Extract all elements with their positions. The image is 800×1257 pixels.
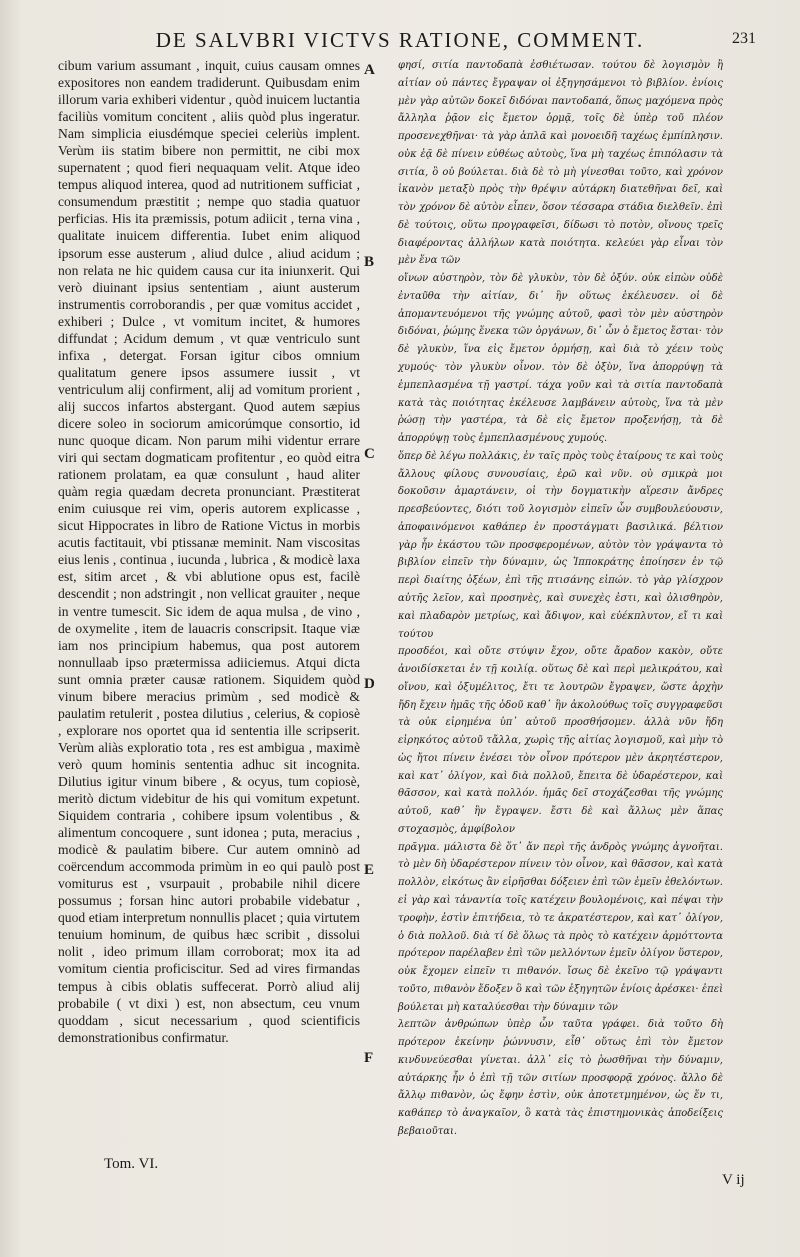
greek-section-c: ὅπερ δὲ λέγω πολλάκις, ἐν ταῖς πρὸς τοὺς ἑταίρους τε καὶ τοὺς ἄλλους φίλους συνουσίαις, ἐρῶ καὶ νῦν. οὐ σμικρὰ μοι δοκοῦσιν ἁμαρτάνειν, οἱ τὴν δογματικὴν αἵρεσιν ἄνδρες πρεσβεύοντες, διότι τοῦ λογισμὸν εἰπεῖν ὧν συμβουλεύουσιν, ἀποφαινόμενοι καθάπερ ἐν προστάγματι βασιλικά. βέλτιον γὰρ ἦν ἑκάστου τῶν προσφερομένων, αὐτὸν τὸν γράψαντα τὸ βιβλίον εἰπεῖν τὴν δύναμιν, ὡς Ἱπποκράτης ἐποίησεν ἐν τῷ περὶ διαίτης ὀξέων, ἐπὶ τῆς πτισάνης εἰπών. τὸ γὰρ γλίσχρον αὐτῆς λεῖον, καὶ προσηνὲς, καὶ συνεχὲς ἐστι, καὶ ὀλισθηρὸν, καὶ πλαδαρὸν μετρίως, καὶ ἄδιψον, καὶ εὐέκπλυτον, εἴ τι καὶ τούτου xyxy=(398,450,723,640)
page-number: 231 xyxy=(732,30,756,47)
greek-section-b: οἴνων αὐστηρὸν, τὸν δὲ γλυκὺν, τὸν δὲ ὀξύν. οὐκ εἰπὼν οὐδὲ ἐνταῦθα τὴν αἰτίαν, δι᾽ ἣν οὕτως ἐκέλευσεν. οἱ δὲ ἀπομαντευόμενοι τῆς γνώμης αὐτοῦ, φασὶ τὸν μὲν αὐστηρὸν διδόναι, ῥώμης ἕνεκα τῶν ὀργάνων, δι᾽ ὧν ὁ ἔμετος ἔσται· τὸν δὲ γλυκὺν, ἵνα εἰς ἔμετον ὁρμήσῃ, καὶ διὰ τὸ χέειν τοὺς χυμούς· τὸν γλυκὺν οἶνον. τὸν δὲ ὀξὺν, ἵνα ἀπορρύψῃ τὰ ἐμπεπλασμένα τῇ γαστρί. τάχα γοῦν καὶ τὰ σιτία παντοδαπὰ κατὰ τὰς ποιότητας ἐκέλευσε λαμβάνειν αὐτοὺς, ἵνα τὰ μὲν ῥώσῃ τὴν γαστέρα, τὰ δὲ εἰς ἔμετον προξενήσῃ, τὰ δὲ ἀπορρύψῃ τοὺς ἐμπεπλασμένους χυμούς. xyxy=(398,273,723,445)
margin-marker-e: E xyxy=(364,862,375,878)
margin-marker-c: C xyxy=(364,446,375,462)
latin-text: cibum varium assumant , inquit, cuius causam omnes expositores non eandem tradiderunt. Quibusdam enim illorum varia exhiberi videntur , quòd inuicem luctantia faciliùs vomitum concitent , aliis quòd plus ingeratur. Nam simplicia eiusdémque speciei celeriùs implent. Verùm iis statim bibere non permittit, ne cibi mox supernatent ; quod fieri nequaquam velit. Atque ideo tempus aliquod interea, quod ad nutritionem sufficiat , consumendum præstitit ; nempe quo stadia quatuor perficias. His ita præmissis, potum adiicit , terna vina , qualitate inuicem differentia. Iubet enim aliquod ipsorum esse austerum , aliud dulce , aliud acidum ; non relata ne hic quidem causa cur ita iniunxerit. Qui verò diuinant ipsius sententiam , aiunt austerum instrumentis corroborandis , per quæ vomitus accidet , exhiberi ; Dulce , vt vomitum incitet, & humores diffundat ; Acidum demum , vt quæ ventriculo sunt infixa , detergat. Forsan igitur cibos omnium qualitatum genere ipsos assumere iussit , vt ventriculum alij confirment, alij ad vomitum prorient , alij succos infartos abstergant. Quod autem sæpius dicere soleo in sociorum amicorúmque consortio, id nunc quoque dicam. Non parum mihi videntur errare viri qui sectam dogmaticam profitentur , eo quòd eitra rationem prolatam, ea quæ consulunt , haud aliter quàm regia quædam decreta pronunciant. Præstiterat enim cuiusque rei vim, operis autorem explicasse , sicut Hippocrates in libro de Ratione Victus in morbis acutis factitauit, vbi ptissanæ meminit. Nam viscositas eius lenis , continua , iucunda , lubrica , & modicè laxa est, sitim arcet , & vbi ablutione opus est, facilè descendit ; non adstringit , non vellicat grauiter , neque in ventre tumescit. Sic idem de aqua mulsa , de vino , de oxymelite , item de lauacris conscripsit. Itaque viæ iam nos principium habemus, qua post autorem nonnullaab ipso prætermissa adiiciemus. Atqui dicta sunt omnia præter causæ rationem. Siquidem quòd vinum bibere meracius primùm , sed modicè & paulatim retulerit , postea dilutius , celerius, & copiosè , explorare nos oportet qua id sententia ille scripserit. Verùm aliàs exploratio tota , res est ambigua , maximè verò quum hominis sententia adhuc sit incognita. Dilutius igitur vinum bibere , & ocyus, tum copiosè, meritò dictum videbitur de his qui vomitum expetunt. Siquidem contraria , cohibere ipsum volentibus , & alimentum concoquere , sunt idonea ; puta, meracius , modicè & paulatim bibere. Cur autem omninò ad coërcendum accommoda primùm in eo qui paulò post vomiturus est , vsurpauit , probabile nihil dicere possumus ; forsan hinc autori probabile videbatur , quod etiam interpretum nonnullis placet ; quia virtutem tenuium hominum, de quibus hæc scribit , dissolui nolit , ideo primum illam corroborat; mox ita ad vomitum cientia proficiscitur. Sed ad vires firmandas tempus à cibis oblatis suffecerat. Porrò aliud alij probabile ( vt dixi ) est, non absectum, ceu vnum quoddam , sicut necessarium , quod scientificis demonstrationibus confirmatur. xyxy=(58,58,360,1045)
greek-section-f: λεπτῶν ἀνθρώπων ὑπὲρ ὧν ταῦτα γράφει. διὰ τοῦτο δὴ πρότερον ἐκείνην ῥώννυσιν, εἶθ᾽ οὕτως ἐπὶ τὸν ἔμετον κινδυνεύεσθαι γίνεται. ἀλλ᾽ εἰς τὸ ῥωσθῆναι τὴν δύναμιν, αὐτάρκης ἦν ὁ ἐπὶ τῇ τῶν σιτίων προσφορᾷ χρόνος. ἄλλο δὲ ἄλλῳ πιθανὸν, ὡς ἔφην ἐστὶν, οὐκ ἀποτετμημένον, ὡς ἕν τι, καθάπερ τὸ ἀναγκαῖον, ὃ κατὰ τὰς ἐπιστημονικὰς ἀποδείξεις βεβαιοῦται. xyxy=(398,1019,723,1137)
greek-column xyxy=(398,57,723,1141)
margin-marker-a: A xyxy=(364,62,375,78)
greek-section-a: φησί, σιτία παντοδαπὰ ἐσθιέτωσαν. τούτου δὲ λογισμὸν ἢ αἰτίαν οὐ πάντες ἔγραψαν οἱ ἐξηγησάμενοι τὸ βιβλίον. ἐνίοις μὲν γὰρ αὐτῶν δοκεῖ διδόναι παντοδαπά, ὅπως μαχόμενα πρὸς ἄλληλα ῥᾷον εἰς ἔμετον ὁρμᾷ, τοῖς δὲ ὑπὲρ τοῦ πλέον προσενεχθῆναι· τὰ γὰρ ἁπλᾶ καὶ μονοειδῆ ταχέως ἐμπίπλησιν. οὐκ ἐᾷ δὲ πίνειν εὐθέως αὐτοὺς, ἵνα μὴ ταχέως ἐπιπόλασιν τὰ σιτία, ὃ οὐ βούλεται. διὰ δὲ τὸ μὴ γίνεσθαι τοῦτο, καὶ χρόνον ἱκανὸν μεταξὺ πρὸς τὴν θρέψιν αὐτάρκη διατεθῆναι δεῖ, καὶ τὸν χρόνον δὲ αὐτὸν εἶπεν, ὅσον τέσσαρα στάδια διελθεῖν. ἐπὶ δὲ τούτοις, οὕτω προγραφεῖσι, δίδωσι τὸ ποτὸν, οἴνους τρεῖς διαφέροντας ἀλλήλων κατὰ ποιότητα. κελεύει γὰρ εἶναι τὸν μὲν ἕνα τῶν xyxy=(398,60,723,267)
latin-column xyxy=(58,57,360,1046)
margin-marker-b: B xyxy=(364,254,375,270)
margin-marker-f: F xyxy=(364,1050,374,1066)
margin-marker-d: D xyxy=(364,676,375,692)
volume-label: Tom. VI. xyxy=(104,1156,159,1172)
greek-section-e: πρᾶγμα. μάλιστα δὲ ὅτ᾽ ἄν περὶ τῆς ἀνδρὸς γνώμης ἀγνοῆται. τὸ μὲν δὴ ὑδαρέστερον πίνειν τὸν οἶνον, καὶ θᾶσσον, καὶ κατὰ πολλὸν, εἰκότως ἂν εἰρῆσθαι δόξειεν ἐπὶ τῶν ἐμεῖν ἐθελόντων. εἰ γὰρ καὶ τἀναντία τοῖς κατέχειν βουλομένοις, καὶ πέψαι τὴν τροφὴν, ἐστὶν ἐπιτήδεια, τὸ τε ἀκρατέστερον, καὶ κατ᾽ ὀλίγον, ὁ διὰ πολλοῦ. διὰ τί δὲ ὅλως τὰ πρὸς τὸ κατέχειν ἁρμόττοντα πρότερον παρέλαβεν ἐπὶ τῶν μελλόντων ἐμεῖν ὀλίγον ὕστερον, οὐκ ἔχομεν εἰπεῖν τι πιθανόν. ἴσως δὲ ἐκεῖνο τῷ γράψαντι τοῦτο, πιθανὸν ἔδοξεν ὃ καὶ τῶν ἐξηγητῶν ἐνίοις ἀρέσκει· ἐπεὶ βούλεται μὴ καταλύεσθαι τὴν δύναμιν τῶν xyxy=(398,841,723,1013)
signature-mark: V ij xyxy=(722,1172,745,1188)
running-title: DE SALVBRI VICTVS RATIONE, COMMENT. xyxy=(155,28,645,52)
greek-section-d: προσδέοι, καὶ οὔτε στύψιν ἔχον, οὔτε ἄραδον κακὸν, οὔτε ἀνοιδίσκεται ἐν τῇ κοιλίᾳ. οὕτως δὲ καὶ περὶ μελικράτου, καὶ οἴνου, καὶ ὀξυμέλιτος, ἔτι τε λουτρῶν ἔγραψεν, ὥστε ἀρχὴν ἤδη ἔχειν ἡμᾶς τῆς ὁδοῦ καθ᾽ ἣν ἀκολούθως τοῖς συγγραφεῦσι τὰ οὐκ εἰρημένα ὑπ᾽ αὐτοῦ προσθήσομεν. ἀλλὰ νῦν ἤδη εἰρηκότος αὐτοῦ τἄλλα, χωρὶς τῆς αἰτίας λογισμοῦ, καὶ μὴν τὸ ὡς ἤτοι πίνειν ἐνέσει τὸν οἶνον πρότερον μὲν ἀκρητέστερον, καὶ κατ᾽ ὀλίγον, καὶ διὰ πολλοῦ, ἔπειτα δὲ ὑδαρέστερον, καὶ θᾶσσον, καὶ κατὰ πολλόν. ἡμᾶς δεῖ στοχάζεσθαι τῆς γνώμης αὐτοῦ, καθ᾽ ἣν ἔγραψεν. ἔστι δὲ καὶ ἄλλως μὲν ἅπας στοχασμὸς, ἀμφίβολον xyxy=(398,646,723,835)
